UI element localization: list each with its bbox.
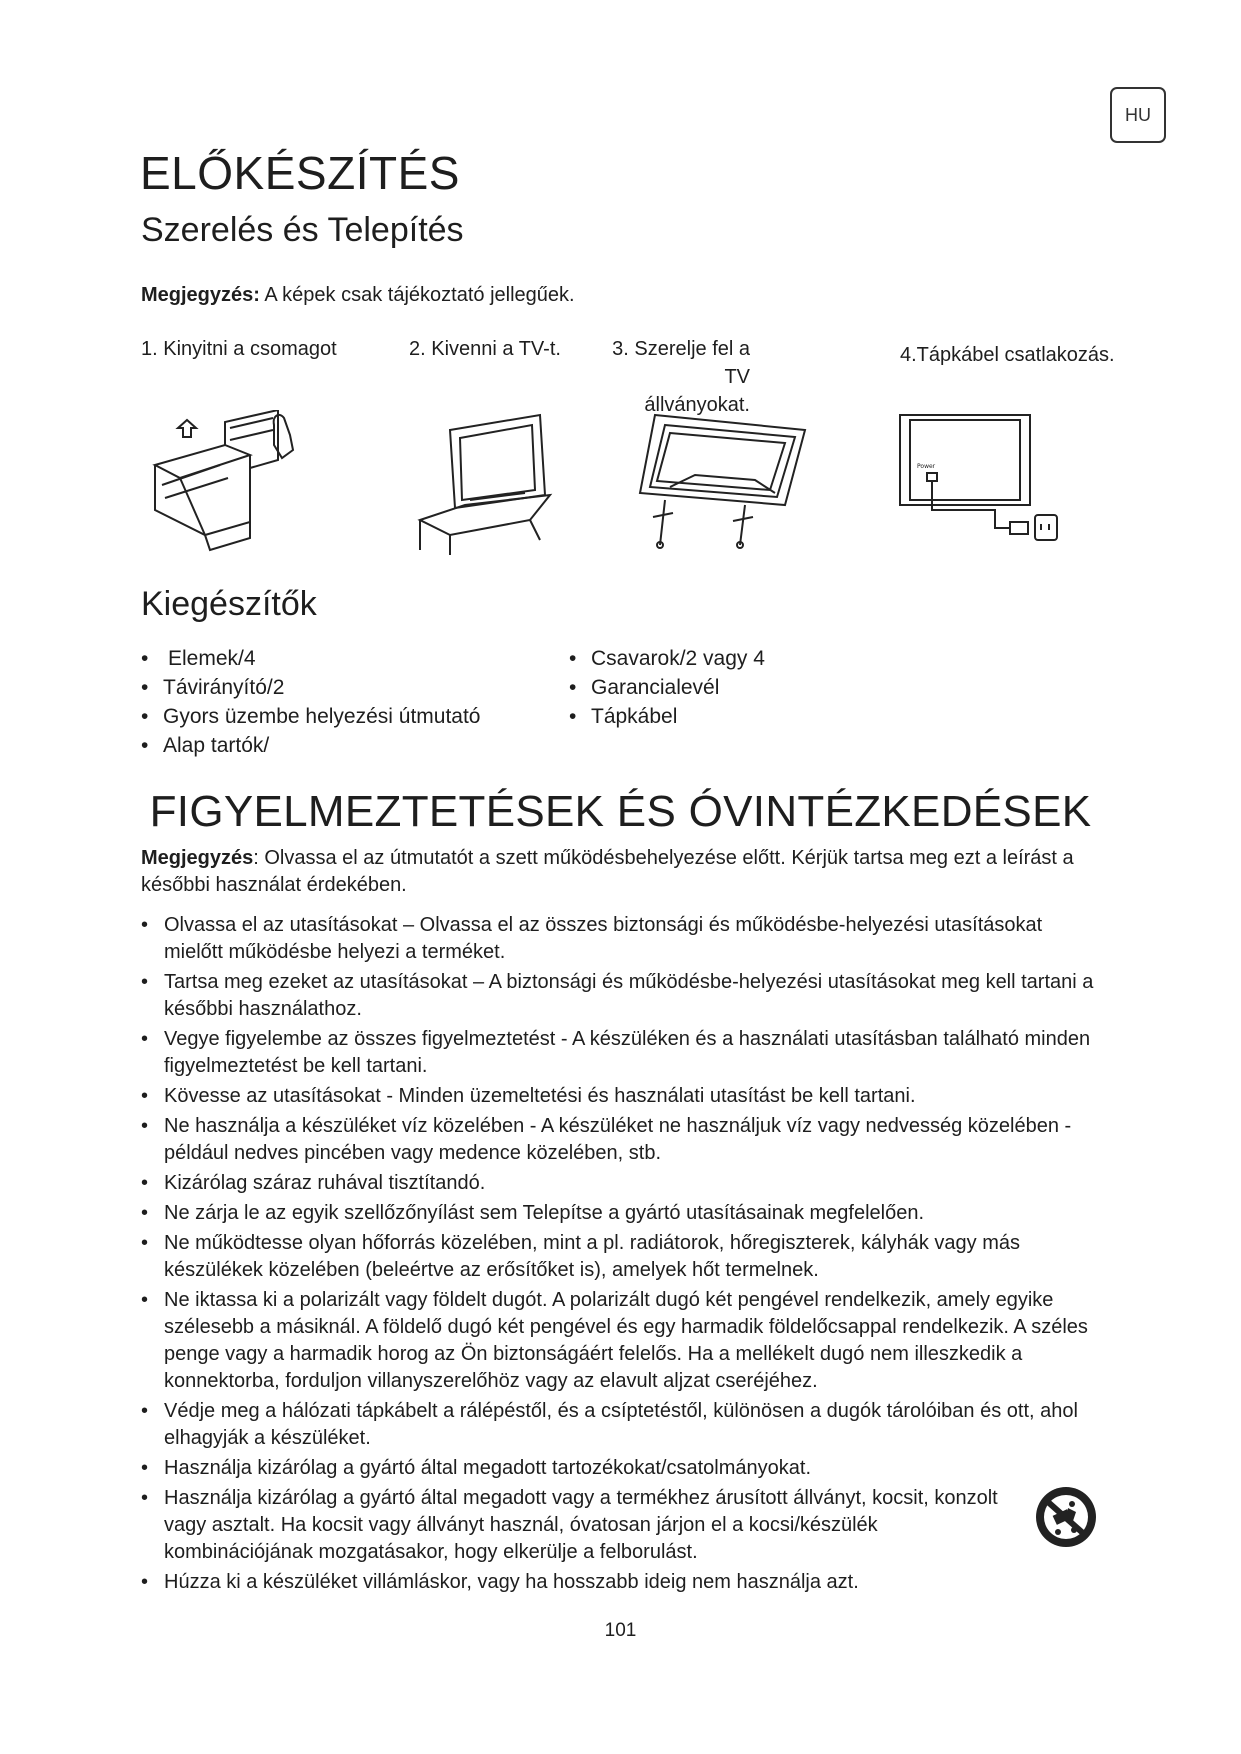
warning-item: • Ne használja a készüléket víz közelében - A készüléket ne használjuk víz vagy nedvesség közelében - például nedves pincében vagy medence közelében, stb. xyxy=(141,1113,1101,1167)
warnings-title: FIGYELMEZTETÉSEK ÉS ÓVINTÉZKEDÉSEK xyxy=(149,787,1092,836)
page-number: 101 xyxy=(604,1620,637,1641)
warning-item: • Olvassa el az utasításokat – Olvassa el az összes biztonsági és működésbe-helyezési utasításokat mielőtt működésbe helyezi a terméket. xyxy=(141,912,1101,966)
warnings-note-text: : Olvassa el az útmutatót a szett működésbehelyezése előtt. Kérjük tartsa meg ezt a leírást a későbbi használat érdekében. xyxy=(141,847,1074,896)
accessory-item: • Csavarok/2 vagy 4 xyxy=(569,644,765,673)
warning-item: • Ne zárja le az egyik szellőzőnyílást sem Telepítse a gyártó utasításainak megfelelően. xyxy=(141,1200,1101,1227)
warning-item: • Használja kizárólag a gyártó által megadott vagy a termékhez árusított állványt, kocsit, konzolt vagy asztalt. Ha kocsit vagy állványt használ, óvatosan járjon el a kocsi/készülék kombinációjának mozgatásakor, hogy elkerülje a felborulást. xyxy=(141,1485,1101,1566)
cart-tip-over-warning-icon xyxy=(1032,1482,1100,1552)
accessory-item: • Garancialevél xyxy=(569,673,765,702)
warnings-list xyxy=(141,912,1101,1599)
warning-item: • Húzza ki a készüléket villámláskor, vagy ha hosszabb ideig nem használja azt. xyxy=(141,1569,1101,1596)
language-badge: HU xyxy=(1110,87,1166,143)
accessory-item: • Tápkábel xyxy=(569,702,765,731)
open-package-illustration xyxy=(150,410,320,555)
section-subtitle: Szerelés és Telepítés xyxy=(141,211,464,249)
warning-item: • Védje meg a hálózati tápkábelt a rálépéstől, és a csíptetéstől, különösen a dugók tárolóiban és ott, ahol elhagyják a készüléket. xyxy=(141,1398,1101,1452)
attach-stand-illustration xyxy=(635,405,815,555)
warning-item: • Ne működtesse olyan hőforrás közelében, mint a pl. radiátorok, hőregiszterek, kályhák vagy más készülékek közelében (beleértve az erősítőket is), amelyek hőt termelnek. xyxy=(141,1230,1101,1284)
warning-item: • Használja kizárólag a gyártó által megadott tartozékokat/csatolmányokat. xyxy=(141,1455,1101,1482)
accessory-item: • Távirányító/2 xyxy=(141,673,480,702)
warnings-note-label: Megjegyzés xyxy=(141,847,254,869)
accessories-title: Kiegészítők xyxy=(141,585,317,623)
power-cable-illustration xyxy=(895,410,1065,555)
page-title: ELŐKÉSZÍTÉS xyxy=(140,147,460,199)
step-3-label-line1: 3. Szerelje fel a TV xyxy=(612,338,750,388)
step-3-label-line2: állványokat. xyxy=(644,394,750,416)
accessory-item: • Elemek/4 xyxy=(141,644,480,673)
step-1-label: 1. Kinyitni a csomagot xyxy=(141,338,337,360)
image-note xyxy=(141,282,575,308)
warning-item: • Tartsa meg ezeket az utasításokat – A biztonsági és működésbe-helyezési utasításokat meg kell tartani a későbbi használathoz. xyxy=(141,969,1101,1023)
warnings-note xyxy=(141,845,1081,899)
step-2-label: 2. Kivenni a TV-t. xyxy=(409,338,561,360)
accessories-left-list xyxy=(141,644,480,760)
accessory-item: • Alap tartók/ xyxy=(141,731,480,760)
accessory-item: • Gyors üzembe helyezési útmutató xyxy=(141,702,480,731)
warning-item: • Ne iktassa ki a polarizált vagy földelt dugót. A polarizált dugó két pengével rendelkezik, amely egyike szélesebb a másiknál. A földelő dugó két pengével és egy harmadik földelőcsappal rendelkezik. A széles penge vagy a harmadik horog az Ön biztonságáért felelős. Ha a mellékelt dugó nem illeszkedik a konnektorba, forduljon villanyszerelőhöz vagy az elavult aljzat cseréjéhez. xyxy=(141,1287,1101,1395)
note-text: A képek csak tájékoztató jellegűek. xyxy=(259,284,575,306)
accessories-right-list xyxy=(569,644,765,731)
warning-item: • Kövesse az utasításokat - Minden üzemeltetési és használati utasítást be kell tartani. xyxy=(141,1083,1101,1110)
note-label: Megjegyzés: xyxy=(141,284,260,306)
warning-item: • Kizárólag száraz ruhával tisztítandó. xyxy=(141,1170,1101,1197)
remove-tv-illustration xyxy=(410,410,560,555)
warning-item: • Vegye figyelembe az összes figyelmeztetést - A készüléken és a használati utasításban található minden figyelmeztetést be kell tartani. xyxy=(141,1026,1101,1080)
step-4-label: 4.Tápkábel csatlakozás. xyxy=(900,344,1115,366)
power-label: Power xyxy=(917,463,936,470)
